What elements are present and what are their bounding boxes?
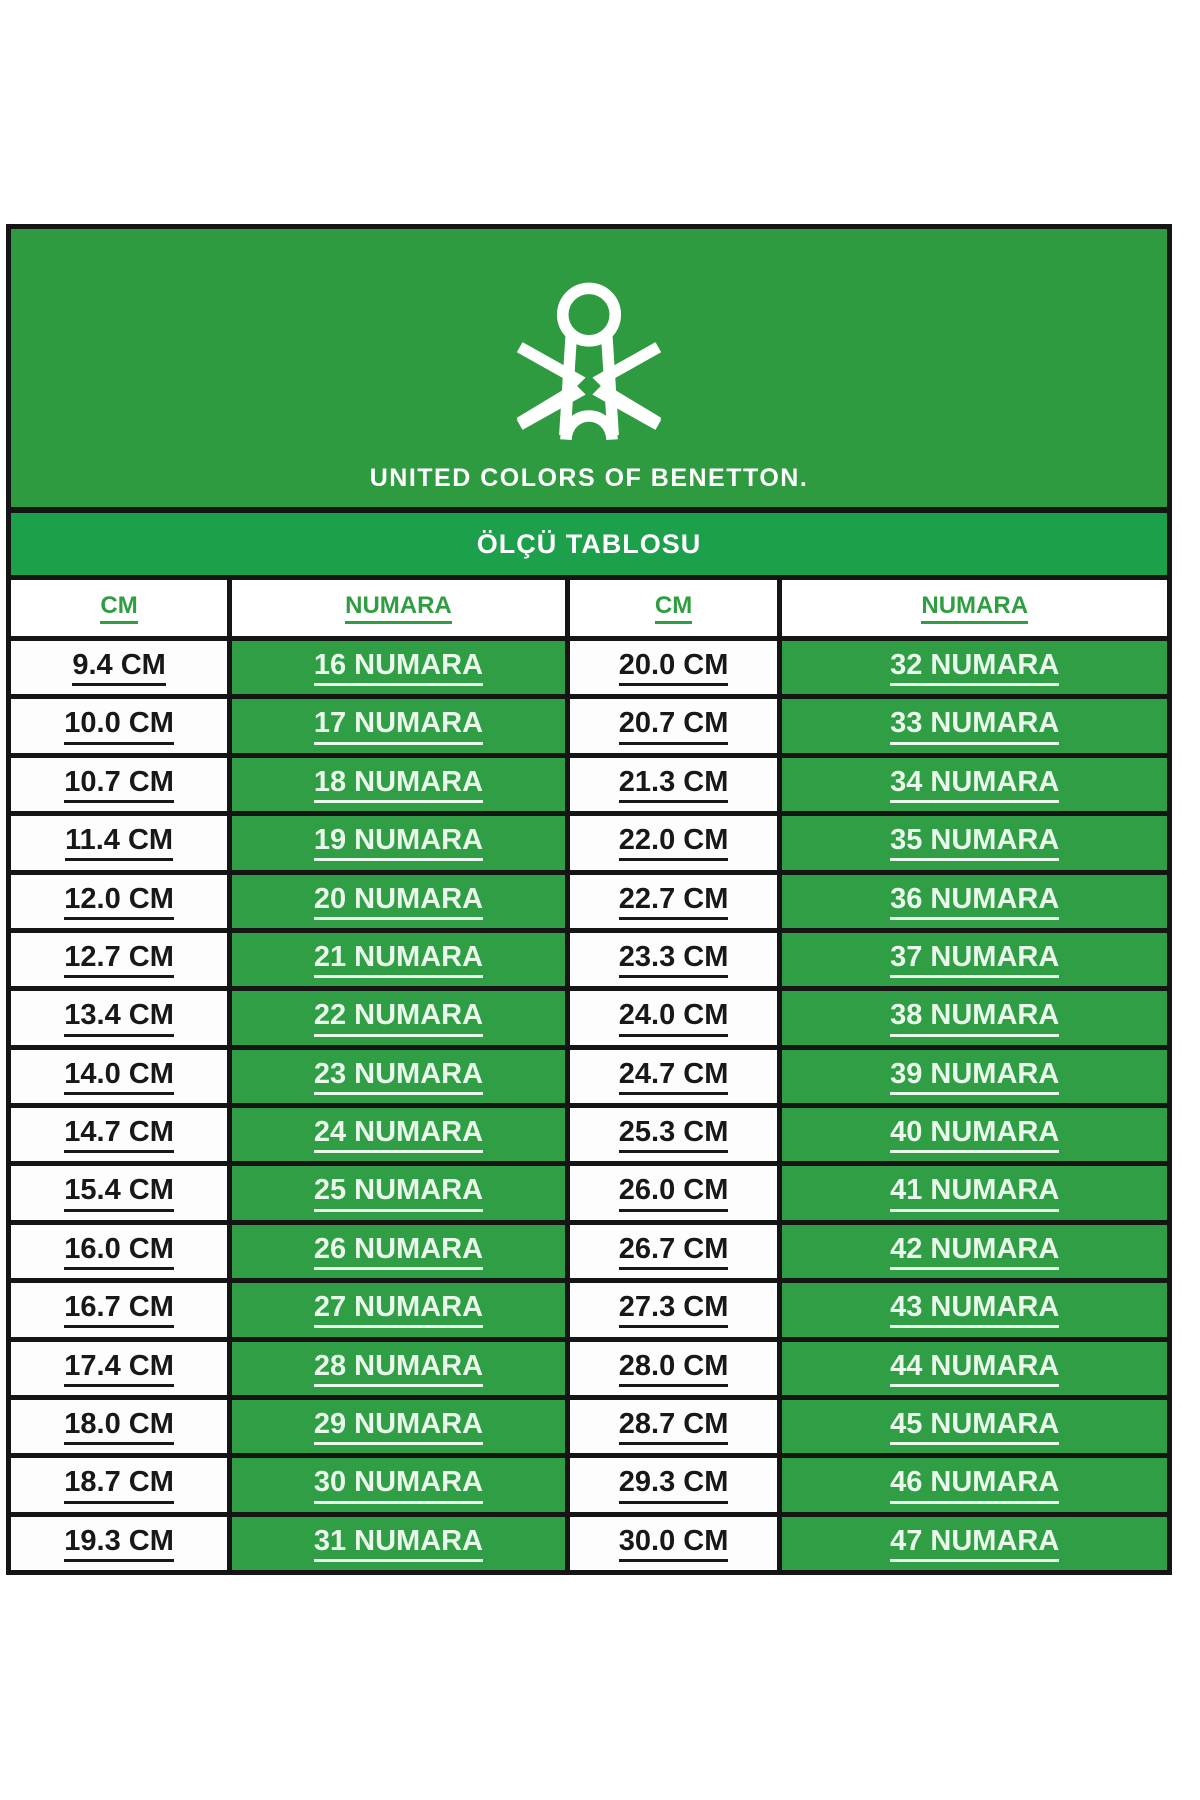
size-row <box>11 1337 1167 1395</box>
cm-cell: 29.3 CM <box>565 1458 778 1511</box>
cm-cell: 19.3 CM <box>11 1517 227 1570</box>
size-row <box>11 986 1167 1044</box>
column-header-cm-left: CM <box>11 580 227 636</box>
column-header-cm-right: CM <box>565 580 778 636</box>
numara-cell: 41 NUMARA <box>777 1166 1167 1219</box>
size-row <box>11 928 1167 986</box>
cm-cell: 22.7 CM <box>565 875 778 928</box>
size-row <box>11 1278 1167 1336</box>
numara-cell: 26 NUMARA <box>227 1225 565 1278</box>
cm-cell: 28.7 CM <box>565 1400 778 1453</box>
brand-header <box>11 229 1167 507</box>
numara-cell: 43 NUMARA <box>777 1283 1167 1336</box>
cm-cell: 17.4 CM <box>11 1342 227 1395</box>
size-row <box>11 1512 1167 1570</box>
size-row <box>11 870 1167 928</box>
cm-cell: 16.7 CM <box>11 1283 227 1336</box>
cm-cell: 12.0 CM <box>11 875 227 928</box>
cm-cell: 11.4 CM <box>11 816 227 869</box>
cm-cell: 27.3 CM <box>565 1283 778 1336</box>
numara-cell: 25 NUMARA <box>227 1166 565 1219</box>
size-row <box>11 694 1167 752</box>
cm-cell: 12.7 CM <box>11 933 227 986</box>
size-row <box>11 1453 1167 1511</box>
cm-cell: 14.7 CM <box>11 1108 227 1161</box>
numara-cell: 45 NUMARA <box>777 1400 1167 1453</box>
size-table-title: ÖLÇÜ TABLOSU <box>476 528 702 559</box>
cm-cell: 21.3 CM <box>565 758 778 811</box>
size-row <box>11 1395 1167 1453</box>
cm-cell: 18.7 CM <box>11 1458 227 1511</box>
numara-cell: 47 NUMARA <box>777 1517 1167 1570</box>
size-row <box>11 636 1167 694</box>
size-table-title-bar <box>11 507 1167 575</box>
numara-cell: 16 NUMARA <box>227 641 565 694</box>
cm-cell: 23.3 CM <box>565 933 778 986</box>
size-row <box>11 1220 1167 1278</box>
cm-cell: 26.7 CM <box>565 1225 778 1278</box>
cm-cell: 30.0 CM <box>565 1517 778 1570</box>
numara-cell: 20 NUMARA <box>227 875 565 928</box>
table-header-row <box>11 575 1167 636</box>
numara-cell: 31 NUMARA <box>227 1517 565 1570</box>
numara-cell: 42 NUMARA <box>777 1225 1167 1278</box>
benetton-knot-icon <box>505 276 673 452</box>
numara-cell: 34 NUMARA <box>777 758 1167 811</box>
size-row <box>11 1161 1167 1219</box>
numara-cell: 19 NUMARA <box>227 816 565 869</box>
numara-cell: 17 NUMARA <box>227 699 565 752</box>
cm-cell: 10.7 CM <box>11 758 227 811</box>
numara-cell: 37 NUMARA <box>777 933 1167 986</box>
size-row <box>11 1103 1167 1161</box>
cm-cell: 24.7 CM <box>565 1050 778 1103</box>
cm-cell: 10.0 CM <box>11 699 227 752</box>
size-row <box>11 753 1167 811</box>
cm-cell: 25.3 CM <box>565 1108 778 1161</box>
cm-cell: 15.4 CM <box>11 1166 227 1219</box>
numara-cell: 40 NUMARA <box>777 1108 1167 1161</box>
column-header-numara-right: NUMARA <box>777 580 1167 636</box>
brand-name: UNITED COLORS OF BENETTON. <box>369 464 809 492</box>
cm-cell: 22.0 CM <box>565 816 778 869</box>
numara-cell: 46 NUMARA <box>777 1458 1167 1511</box>
numara-cell: 35 NUMARA <box>777 816 1167 869</box>
cm-cell: 28.0 CM <box>565 1342 778 1395</box>
size-row <box>11 1045 1167 1103</box>
numara-cell: 36 NUMARA <box>777 875 1167 928</box>
numara-cell: 44 NUMARA <box>777 1342 1167 1395</box>
cm-cell: 24.0 CM <box>565 991 778 1044</box>
size-rows <box>11 636 1167 1570</box>
numara-cell: 29 NUMARA <box>227 1400 565 1453</box>
numara-cell: 23 NUMARA <box>227 1050 565 1103</box>
cm-cell: 26.0 CM <box>565 1166 778 1219</box>
cm-cell: 20.0 CM <box>565 641 778 694</box>
numara-cell: 33 NUMARA <box>777 699 1167 752</box>
column-header-numara-left: NUMARA <box>227 580 565 636</box>
size-chart-panel <box>6 224 1172 1575</box>
size-row <box>11 811 1167 869</box>
cm-cell: 20.7 CM <box>565 699 778 752</box>
numara-cell: 28 NUMARA <box>227 1342 565 1395</box>
cm-cell: 14.0 CM <box>11 1050 227 1103</box>
numara-cell: 38 NUMARA <box>777 991 1167 1044</box>
numara-cell: 27 NUMARA <box>227 1283 565 1336</box>
numara-cell: 18 NUMARA <box>227 758 565 811</box>
cm-cell: 16.0 CM <box>11 1225 227 1278</box>
cm-cell: 9.4 CM <box>11 641 227 694</box>
cm-cell: 13.4 CM <box>11 991 227 1044</box>
numara-cell: 24 NUMARA <box>227 1108 565 1161</box>
numara-cell: 32 NUMARA <box>777 641 1167 694</box>
numara-cell: 22 NUMARA <box>227 991 565 1044</box>
cm-cell: 18.0 CM <box>11 1400 227 1453</box>
numara-cell: 39 NUMARA <box>777 1050 1167 1103</box>
numara-cell: 30 NUMARA <box>227 1458 565 1511</box>
numara-cell: 21 NUMARA <box>227 933 565 986</box>
